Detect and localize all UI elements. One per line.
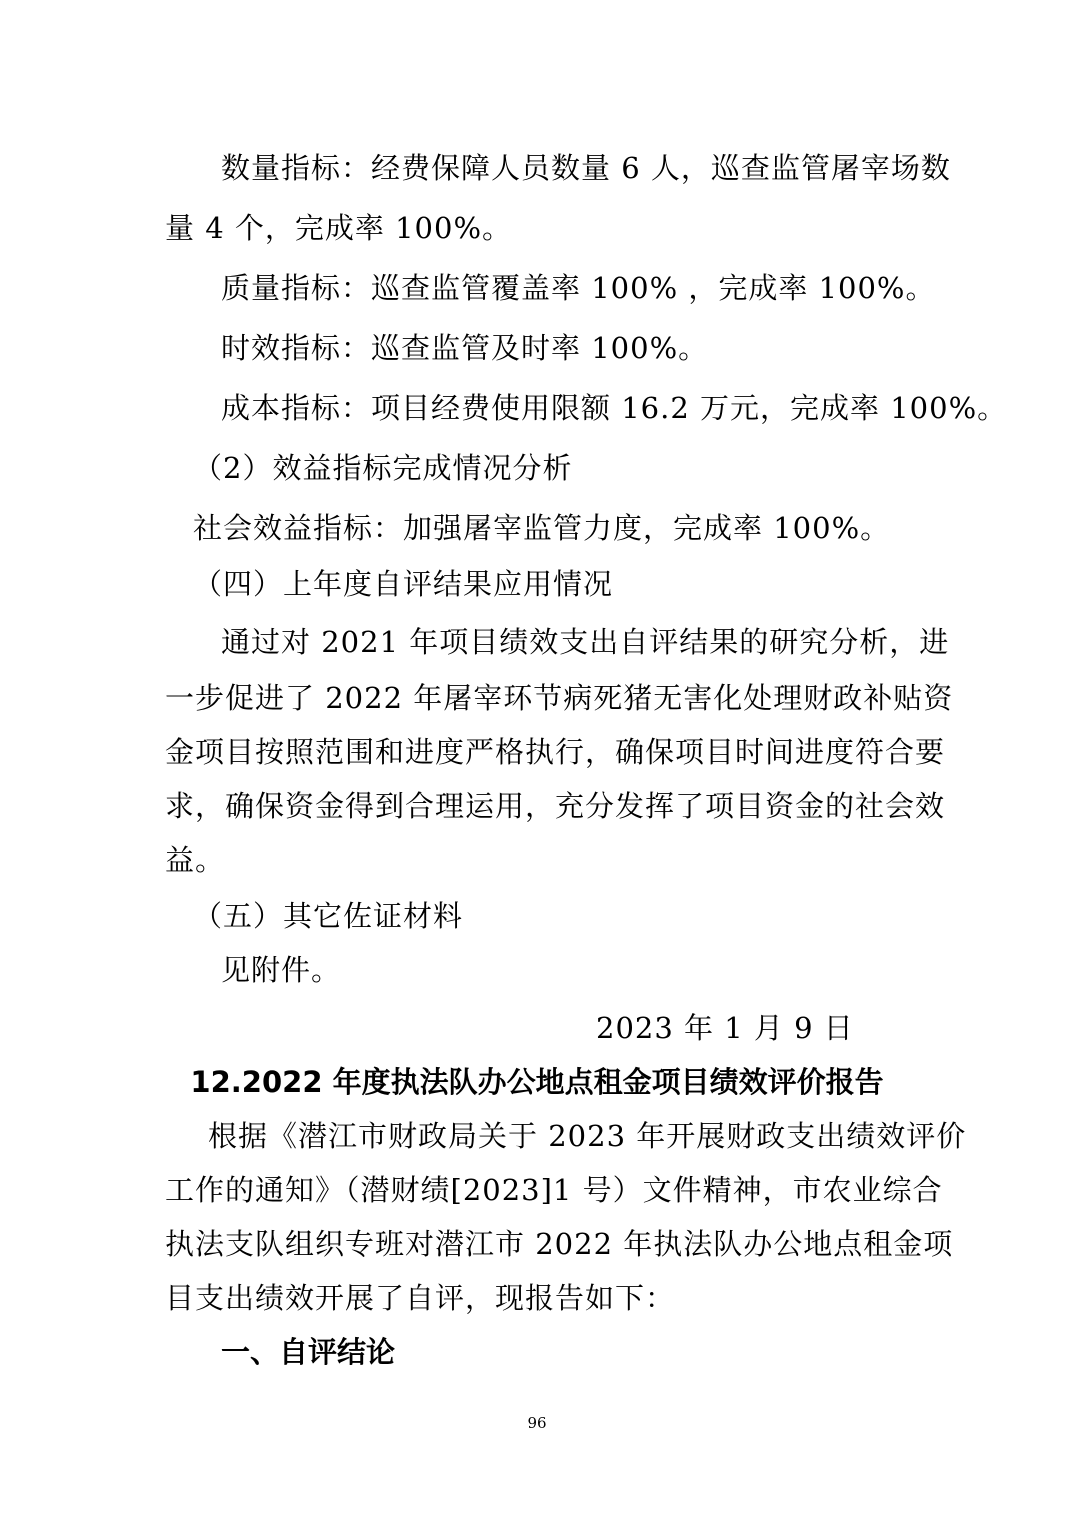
quality-indicator: 质量指标：巡查监管覆盖率 100% ，完成率 100%。 [221, 271, 936, 305]
intro-paragraph-line-1: 根据《潜江市财政局关于 2023 年开展财政支出绩效评价 [208, 1119, 967, 1153]
intro-paragraph-line-3: 执法支队组织专班对潜江市 2022 年执法队办公地点租金项 [165, 1227, 954, 1261]
intro-paragraph-line-2: 工作的通知》（潜财绩[2023]1 号）文件精神，市农业综合 [165, 1173, 943, 1207]
quantity-indicator-line-1: 数量指标：经费保障人员数量 6 人，巡查监管屠宰场数 [221, 151, 951, 185]
supporting-materials-heading: （五）其它佐证材料 [193, 899, 464, 933]
analysis-paragraph-line-1: 通过对 2021 年项目绩效支出自评结果的研究分析，进 [221, 625, 950, 659]
section-heading: 一、自评结论 [221, 1335, 396, 1369]
report-date: 2023 年 1 月 9 日 [596, 1011, 854, 1045]
intro-paragraph-line-4: 目支出绩效开展了自评，现报告如下： [165, 1281, 676, 1315]
analysis-paragraph-line-3: 金项目按照范围和进度严格执行，确保项目时间进度符合要 [165, 735, 946, 769]
benefit-indicator-heading: （2）效益指标完成情况分析 [193, 451, 573, 485]
quantity-indicator-line-2: 量 4 个，完成率 100%。 [165, 211, 513, 245]
report-title: 12.2022 年度执法队办公地点租金项目绩效评价报告 [190, 1065, 884, 1099]
cost-indicator: 成本指标：项目经费使用限额 16.2 万元，完成率 100%。 [221, 391, 1008, 425]
analysis-paragraph-line-5: 益。 [165, 843, 226, 877]
page-number: 96 [527, 1414, 547, 1432]
analysis-paragraph-line-4: 求，确保资金得到合理运用，充分发挥了项目资金的社会效 [165, 789, 946, 823]
analysis-paragraph-line-2: 一步促进了 2022 年屠宰环节病死猪无害化处理财政补贴资 [165, 681, 954, 715]
social-benefit-indicator: 社会效益指标：加强屠宰监管力度，完成率 100%。 [193, 511, 891, 545]
timeliness-indicator: 时效指标：巡查监管及时率 100%。 [221, 331, 709, 365]
prior-year-results-heading: （四）上年度自评结果应用情况 [193, 567, 614, 601]
see-attachment: 见附件。 [221, 953, 342, 987]
